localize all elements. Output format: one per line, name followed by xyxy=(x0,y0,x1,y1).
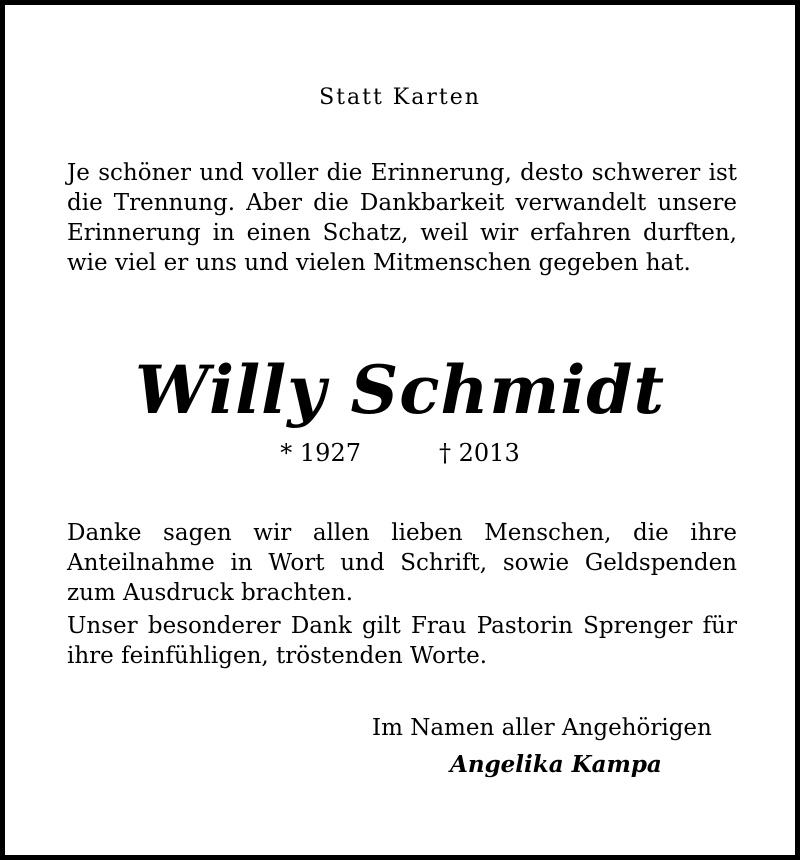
thanks-paragraph: Danke sagen wir allen lieben Menschen, die ihre Anteilnahme in Wort und Schrift, sowie Geldspenden zum Ausdruck brachten. xyxy=(67,520,737,606)
notice-header: Statt Karten xyxy=(319,85,481,110)
life-dates xyxy=(0,438,800,468)
intro-paragraph: Je schöner und voller die Erinnerung, desto schwerer ist die Trennung. Aber die Dankbarkeit verwandelt unsere Erinnerung in einen Schatz, weil wir erfahren durften, wie viel er uns und vielen Mitmenschen gegeben hat. xyxy=(67,160,737,276)
special-thanks-paragraph: Unser besonderer Dank gilt Frau Pastorin Sprenger für ihre feinfühligen, tröstenden Worte. xyxy=(67,613,737,669)
signature-line: Im Namen aller Angehörigen xyxy=(372,715,712,741)
death-year: † 2013 xyxy=(439,439,520,467)
birth-year: * 1927 xyxy=(280,439,361,467)
deceased-name: Willy Schmidt xyxy=(135,351,665,429)
signer-name: Angelika Kampa xyxy=(450,751,662,778)
